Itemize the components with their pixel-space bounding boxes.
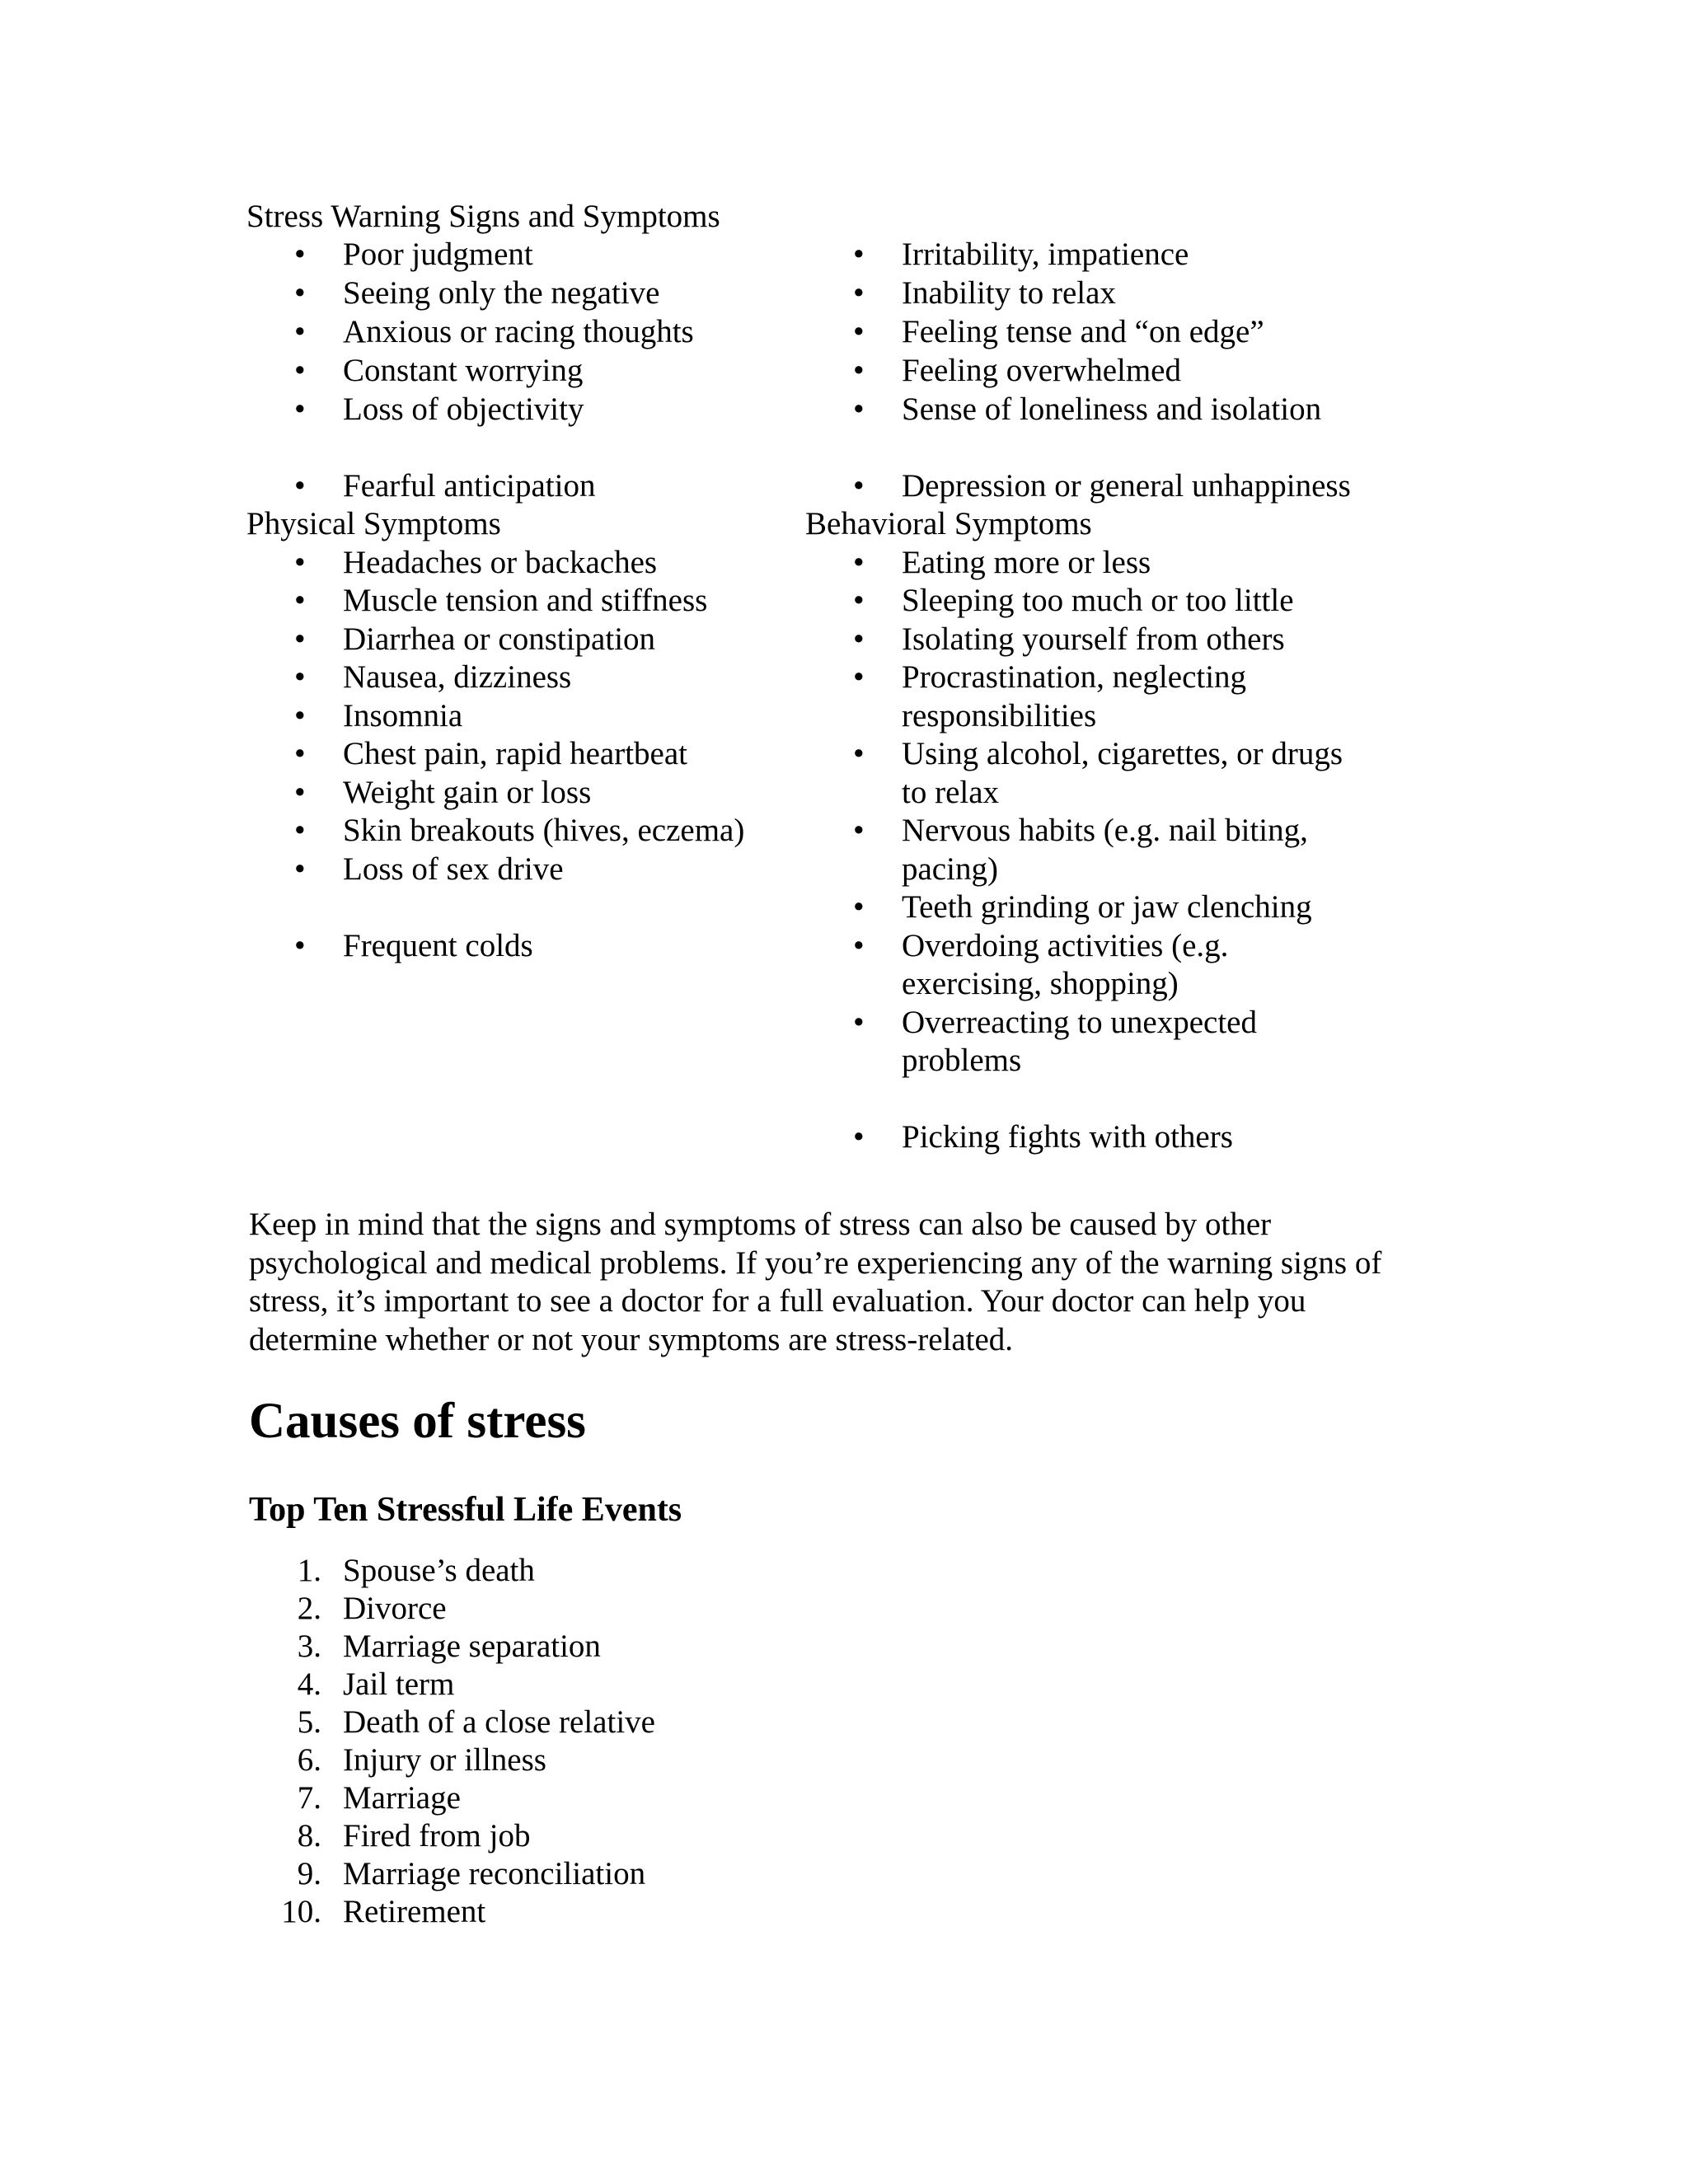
bullet-icon: • — [853, 545, 865, 580]
list-number: 10. — [281, 1894, 321, 1929]
behavioral-item: Isolating yourself from others — [902, 621, 1285, 657]
list-number: 6. — [297, 1742, 321, 1778]
top-ten-item: Death of a close relative — [343, 1704, 655, 1740]
top-ten-item: Marriage separation — [343, 1629, 601, 1664]
bullet-icon: • — [294, 583, 306, 618]
physical-item: Loss of sex drive — [343, 851, 564, 887]
top-ten-item: Fired from job — [343, 1818, 531, 1854]
bullet-icon: • — [294, 928, 306, 963]
warning-right-item: Feeling tense and “on edge” — [902, 314, 1264, 349]
list-number: 2. — [297, 1591, 321, 1626]
bullet-icon: • — [853, 353, 865, 388]
bullet-icon: • — [294, 813, 306, 848]
stress-note-paragraph: Keep in mind that the signs and symptoms of stress can also be caused by other psychological and medical problems. If you’re experiencing any of the warning signs of stress, it’s important to see a doctor for a full evaluation. Your doctor can help you determine whether or not your symptoms are stress-related. — [249, 1207, 1382, 1357]
bullet-icon: • — [294, 698, 306, 733]
behavioral-item: Procrastination, neglecting — [902, 659, 1247, 695]
top-ten-item: Retirement — [343, 1894, 486, 1929]
bullet-icon: • — [853, 621, 865, 657]
list-number: 7. — [297, 1780, 321, 1816]
warning-left-item: Loss of objectivity — [343, 391, 584, 427]
bullet-icon: • — [294, 545, 306, 580]
physical-item: Frequent colds — [343, 928, 533, 963]
bullet-icon: • — [294, 621, 306, 657]
bullet-icon: • — [853, 391, 865, 427]
behavioral-item: Using alcohol, cigarettes, or drugs — [902, 736, 1343, 771]
physical-item: Insomnia — [343, 698, 463, 733]
top-ten-item: Marriage reconciliation — [343, 1856, 646, 1891]
behavioral-item: Overreacting to unexpected — [902, 1005, 1257, 1040]
warning-right-item: Inability to relax — [902, 275, 1116, 311]
behavioral-item-continuation: problems — [902, 1043, 1022, 1078]
bullet-icon: • — [294, 775, 306, 810]
bullet-icon: • — [853, 1119, 865, 1155]
warning-left-item: Constant worrying — [343, 353, 584, 388]
bullet-icon: • — [294, 391, 306, 427]
list-number: 1. — [297, 1553, 321, 1588]
list-number: 5. — [297, 1704, 321, 1740]
behavioral-item-continuation: to relax — [902, 775, 1000, 810]
warning-left-item: Anxious or racing thoughts — [343, 314, 694, 349]
behavioral-item: Overdoing activities (e.g. — [902, 928, 1229, 963]
top-ten-item: Marriage — [343, 1780, 461, 1816]
behavioral-item: Picking fights with others — [902, 1119, 1233, 1155]
bullet-icon: • — [853, 889, 865, 925]
warning-right-item: Depression or general unhappiness — [902, 468, 1351, 504]
list-number: 3. — [297, 1629, 321, 1664]
bullet-icon: • — [294, 736, 306, 771]
physical-item: Chest pain, rapid heartbeat — [343, 736, 688, 771]
behavioral-symptoms-title: Behavioral Symptoms — [805, 506, 1092, 541]
top-ten-heading: Top Ten Stressful Life Events — [249, 1491, 682, 1529]
bullet-icon: • — [294, 275, 306, 311]
bullet-icon: • — [853, 813, 865, 848]
bullet-icon: • — [853, 314, 865, 349]
behavioral-item: Eating more or less — [902, 545, 1151, 580]
bullet-icon: • — [853, 659, 865, 695]
list-number: 4. — [297, 1666, 321, 1702]
behavioral-item: Sleeping too much or too little — [902, 583, 1294, 618]
warning-right-item: Sense of loneliness and isolation — [902, 391, 1322, 427]
behavioral-item: Teeth grinding or jaw clenching — [902, 889, 1312, 925]
bullet-icon: • — [853, 1005, 865, 1040]
behavioral-item: Nervous habits (e.g. nail biting, — [902, 813, 1308, 848]
bullet-icon: • — [853, 468, 865, 504]
physical-item: Weight gain or loss — [343, 775, 592, 810]
top-ten-item: Injury or illness — [343, 1742, 546, 1778]
warning-right-item: Feeling overwhelmed — [902, 353, 1181, 388]
bullet-icon: • — [853, 583, 865, 618]
warning-signs-title: Stress Warning Signs and Symptoms — [246, 199, 720, 234]
bullet-icon: • — [853, 736, 865, 771]
warning-left-item: Seeing only the negative — [343, 275, 660, 311]
physical-item: Skin breakouts (hives, eczema) — [343, 813, 745, 848]
warning-left-item: Poor judgment — [343, 237, 533, 272]
causes-heading: Causes of stress — [249, 1394, 586, 1449]
list-number: 9. — [297, 1856, 321, 1891]
physical-item: Nausea, dizziness — [343, 659, 572, 695]
warning-left-item: Fearful anticipation — [343, 468, 596, 504]
bullet-icon: • — [294, 314, 306, 349]
top-ten-item: Spouse’s death — [343, 1553, 535, 1588]
top-ten-item: Jail term — [343, 1666, 455, 1702]
bullet-icon: • — [294, 237, 306, 272]
list-number: 8. — [297, 1818, 321, 1854]
physical-symptoms-title: Physical Symptoms — [246, 506, 501, 541]
top-ten-item: Divorce — [343, 1591, 447, 1626]
bullet-icon: • — [294, 468, 306, 504]
bullet-icon: • — [853, 237, 865, 272]
bullet-icon: • — [853, 928, 865, 963]
bullet-icon: • — [294, 353, 306, 388]
bullet-icon: • — [294, 659, 306, 695]
bullet-icon: • — [294, 851, 306, 887]
behavioral-item-continuation: responsibilities — [902, 698, 1097, 733]
physical-item: Muscle tension and stiffness — [343, 583, 708, 618]
warning-right-item: Irritability, impatience — [902, 237, 1189, 272]
behavioral-item-continuation: exercising, shopping) — [902, 966, 1179, 1001]
physical-item: Headaches or backaches — [343, 545, 658, 580]
bullet-icon: • — [853, 275, 865, 311]
physical-item: Diarrhea or constipation — [343, 621, 656, 657]
behavioral-item-continuation: pacing) — [902, 851, 998, 887]
